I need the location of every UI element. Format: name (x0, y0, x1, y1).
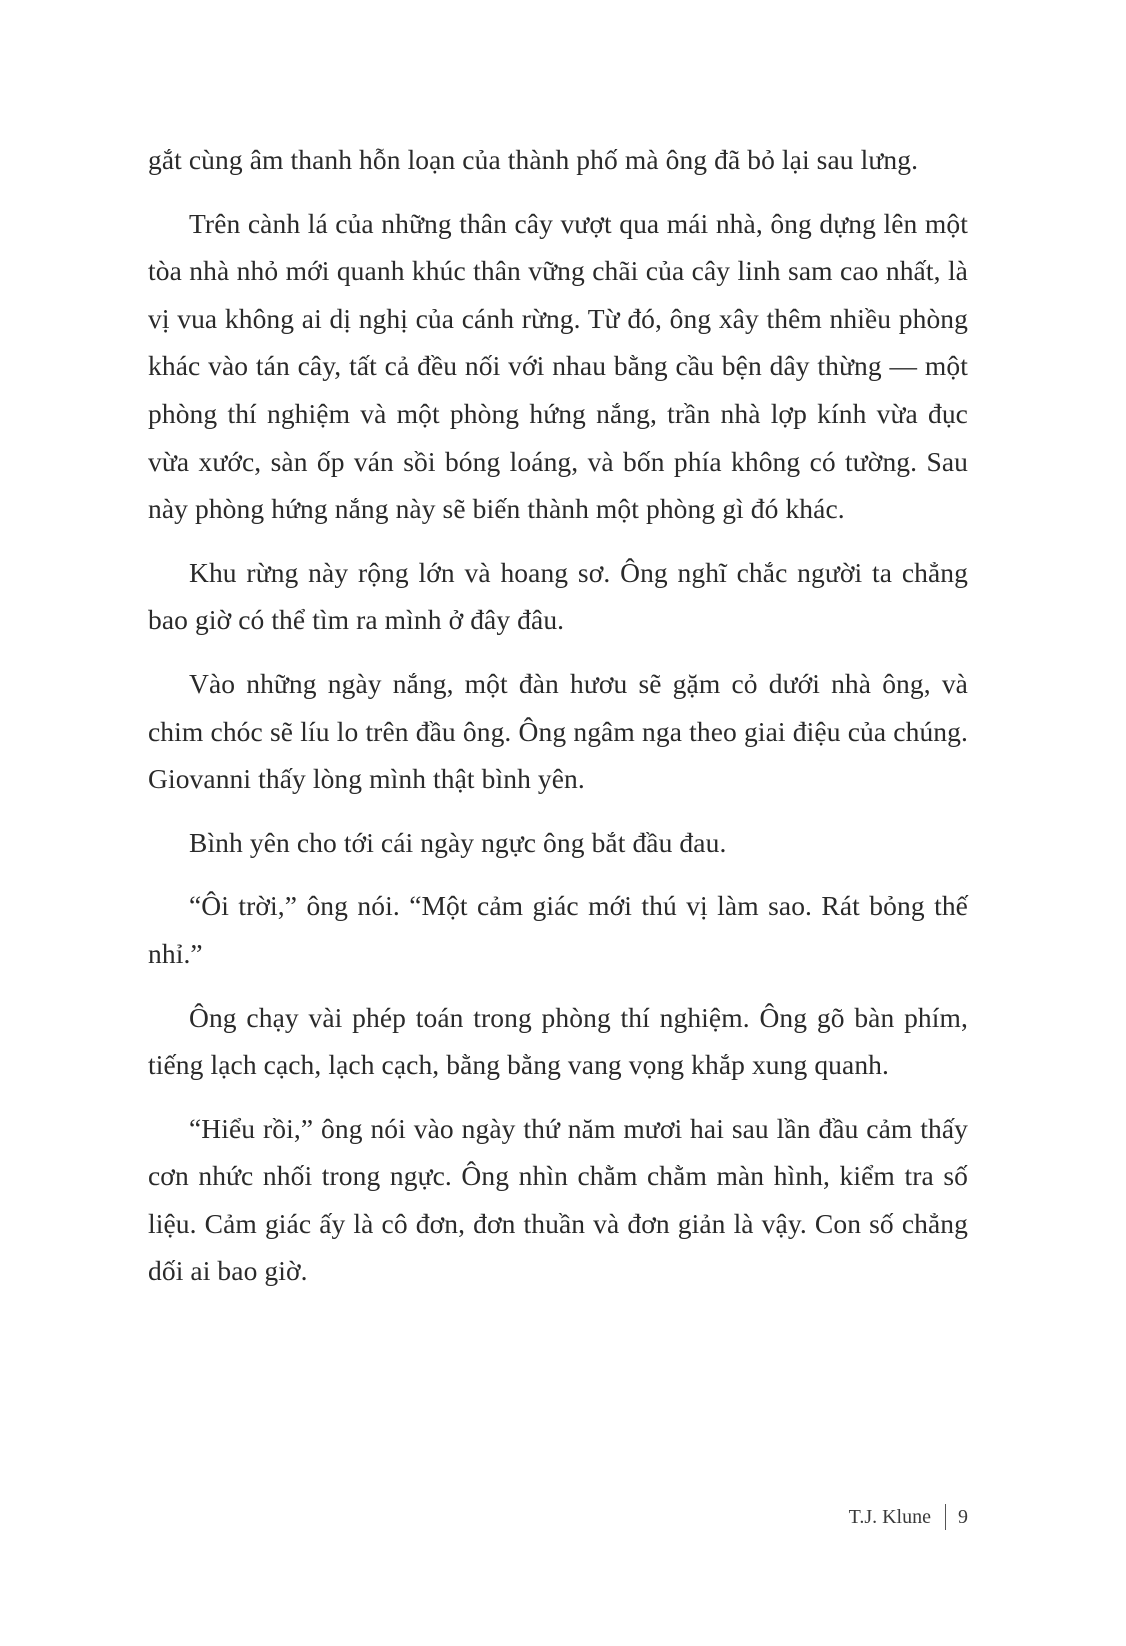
paragraph-2: Trên cành lá của những thân cây vượt qua mái nhà, ông dựng lên một tòa nhà nhỏ mới quanh khúc thân vững chãi của cây linh sam cao nhất, là vị vua không ai dị nghị của cánh rừng. Từ đó, ông xây thêm nhiều phòng khác vào tán cây, tất cả đều nối với nhau bằng cầu bện dây thừng — một phòng thí nghiệm và một phòng hứng nắng, trần nhà lợp kính vừa đục vừa xước, sàn ốp ván sồi bóng loáng, và bốn phía không có tường. Sau này phòng hứng nắng này sẽ biến thành một phòng gì đó khác. (148, 207, 968, 525)
footer-author: T.J. Klune (848, 1506, 931, 1528)
page-number: 9 (958, 1506, 968, 1528)
paragraph-8: “Hiểu rồi,” ông nói vào ngày thứ năm mươi hai sau lần đầu cảm thấy cơn nhức nhối trong ngực. Ông nhìn chằm chằm màn hình, kiểm tra số liệu. Cảm giác ấy là cô đơn, đơn thuần và đơn giản là vậy. Con số chẳng dối ai bao giờ. (148, 1112, 968, 1287)
paragraph-1: gắt cùng âm thanh hỗn loạn của thành phố mà ông đã bỏ lại sau lưng. (148, 144, 919, 175)
paragraph-5: Bình yên cho tới cái ngày ngực ông bắt đầu đau. (189, 826, 727, 858)
paragraph-3: Khu rừng này rộng lớn và hoang sơ. Ông nghĩ chắc người ta chẳng bao giờ có thể tìm ra mình ở đây đâu. (148, 556, 968, 636)
paragraph-7: Ông chạy vài phép toán trong phòng thí nghiệm. Ông gõ bàn phím, tiếng lạch cạch, lạch cạch, bằng bằng vang vọng khắp xung quanh. (148, 1001, 968, 1081)
page-footer (849, 1503, 968, 1531)
paragraph-6: “Ôi trời,” ông nói. “Một cảm giác mới thú vị làm sao. Rát bỏng thế nhỉ.” (148, 890, 968, 969)
body-text (148, 136, 968, 1295)
paragraph-4: Vào những ngày nắng, một đàn hươu sẽ gặm cỏ dưới nhà ông, và chim chóc sẽ líu lo trên đầu ông. Ông ngâm nga theo giai điệu của chúng. Giovanni thấy lòng mình thật bình yên. (148, 667, 968, 795)
footer-divider (945, 1504, 946, 1530)
